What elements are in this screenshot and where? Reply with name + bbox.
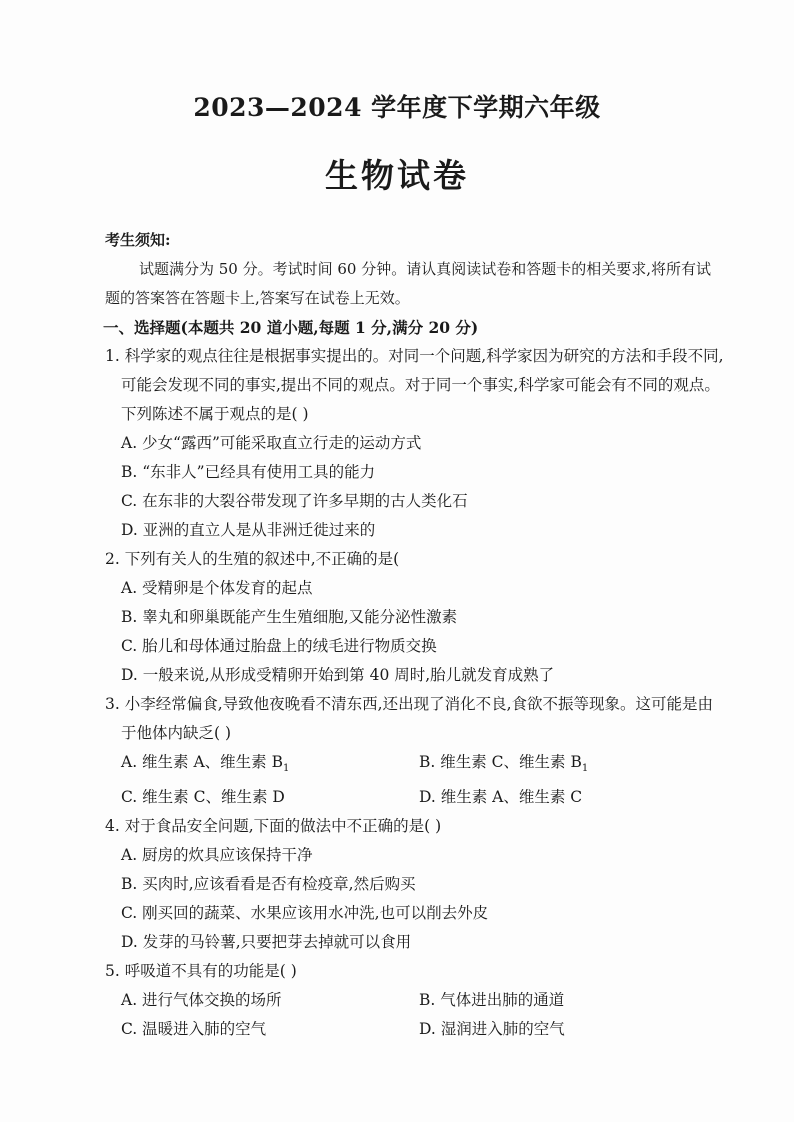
notice-text: 试题满分为 50 分。考试时间 60 分钟。请认真阅读试卷和答题卡的相关要求,将所有试题的答案答在答题卡上,答案写在试卷上无效。 xyxy=(105,260,712,307)
option-a: A. 进行气体交换的场所 xyxy=(121,991,282,1010)
subscript: 1 xyxy=(283,763,290,775)
option-c: C. 维生素 C、维生素 D xyxy=(121,788,285,807)
question-stem: 5. 呼吸道不具有的功能是( ) xyxy=(105,962,297,981)
option-row xyxy=(105,986,725,1015)
option-b: B. 买肉时,应该看看是否有检疫章,然后购买 xyxy=(121,875,416,894)
option-b: B. 睾丸和卵巢既能产生生殖细胞,又能分泌性激素 xyxy=(121,608,458,626)
question-4 xyxy=(105,812,725,957)
option-c: C. 刚买回的蔬菜、水果应该用水冲洗,也可以削去外皮 xyxy=(121,904,489,923)
option-b-text: B. 维生素 C、维生素 B xyxy=(419,753,582,771)
option-b xyxy=(419,748,717,783)
option-b: B. “东非人”已经具有使用工具的能力 xyxy=(121,463,376,481)
option-c: C. 胎儿和母体通过胎盘上的绒毛进行物质交换 xyxy=(121,637,437,655)
option-d: D. 一般来说,从形成受精卵开始到第 40 周时,胎儿就发育成熟了 xyxy=(121,666,555,684)
option-a: A. 厨房的炊具应该保持干净 xyxy=(121,846,313,865)
question-3 xyxy=(105,690,725,812)
option-a: A. 少女“露西”可能采取直立行走的运动方式 xyxy=(121,434,422,452)
option-row xyxy=(105,783,725,812)
option-c: C. 温暖进入肺的空气 xyxy=(121,1020,267,1039)
option-row xyxy=(105,1015,725,1044)
option-d: D. 亚洲的直立人是从非洲迁徙过来的 xyxy=(121,521,376,539)
question-stem: 2. 下列有关人的生殖的叙述中,不正确的是( xyxy=(105,550,400,568)
option-b: B. 气体进出肺的通道 xyxy=(419,991,565,1010)
question-stem: 4. 对于食品安全问题,下面的做法中不正确的是( ) xyxy=(105,817,442,836)
option-c: C. 在东非的大裂谷带发现了许多早期的古人类化石 xyxy=(121,492,468,510)
notice-heading: 考生须知: xyxy=(105,231,171,249)
option-row xyxy=(105,748,725,783)
subject-title: 生物试卷 xyxy=(325,156,469,195)
question-1 xyxy=(105,342,725,545)
option-d: D. 发芽的马铃薯,只要把芽去掉就可以食用 xyxy=(121,933,412,952)
option-d: D. 维生素 A、维生素 C xyxy=(419,788,583,807)
option-a xyxy=(121,748,419,783)
option-a: A. 受精卵是个体发育的起点 xyxy=(121,579,313,597)
question-5 xyxy=(105,957,725,1044)
exam-body xyxy=(105,226,725,1044)
question-stem: 1. 科学家的观点往往是根据事实提出的。对同一个问题,科学家因为研究的方法和手段不同,可能会发现不同的事实,提出不同的观点。对于同一个事实,科学家可能会有不同的观点。下列陈述不属于观点的是( ) xyxy=(105,347,724,423)
option-a-text: A. 维生素 A、维生素 B xyxy=(121,753,283,771)
exam-title: 2023—2024 学年度下学期六年级 xyxy=(193,93,601,122)
option-d: D. 湿润进入肺的空气 xyxy=(419,1020,565,1039)
section-heading: 一、选择题(本题共 20 道小题,每题 1 分,满分 20 分) xyxy=(103,318,479,337)
question-2 xyxy=(105,545,725,690)
question-stem: 3. 小李经常偏食,导致他夜晚看不清东西,还出现了消化不良,食欲不振等现象。这可能是由于他体内缺乏( ) xyxy=(105,695,713,742)
subscript: 1 xyxy=(581,763,589,775)
